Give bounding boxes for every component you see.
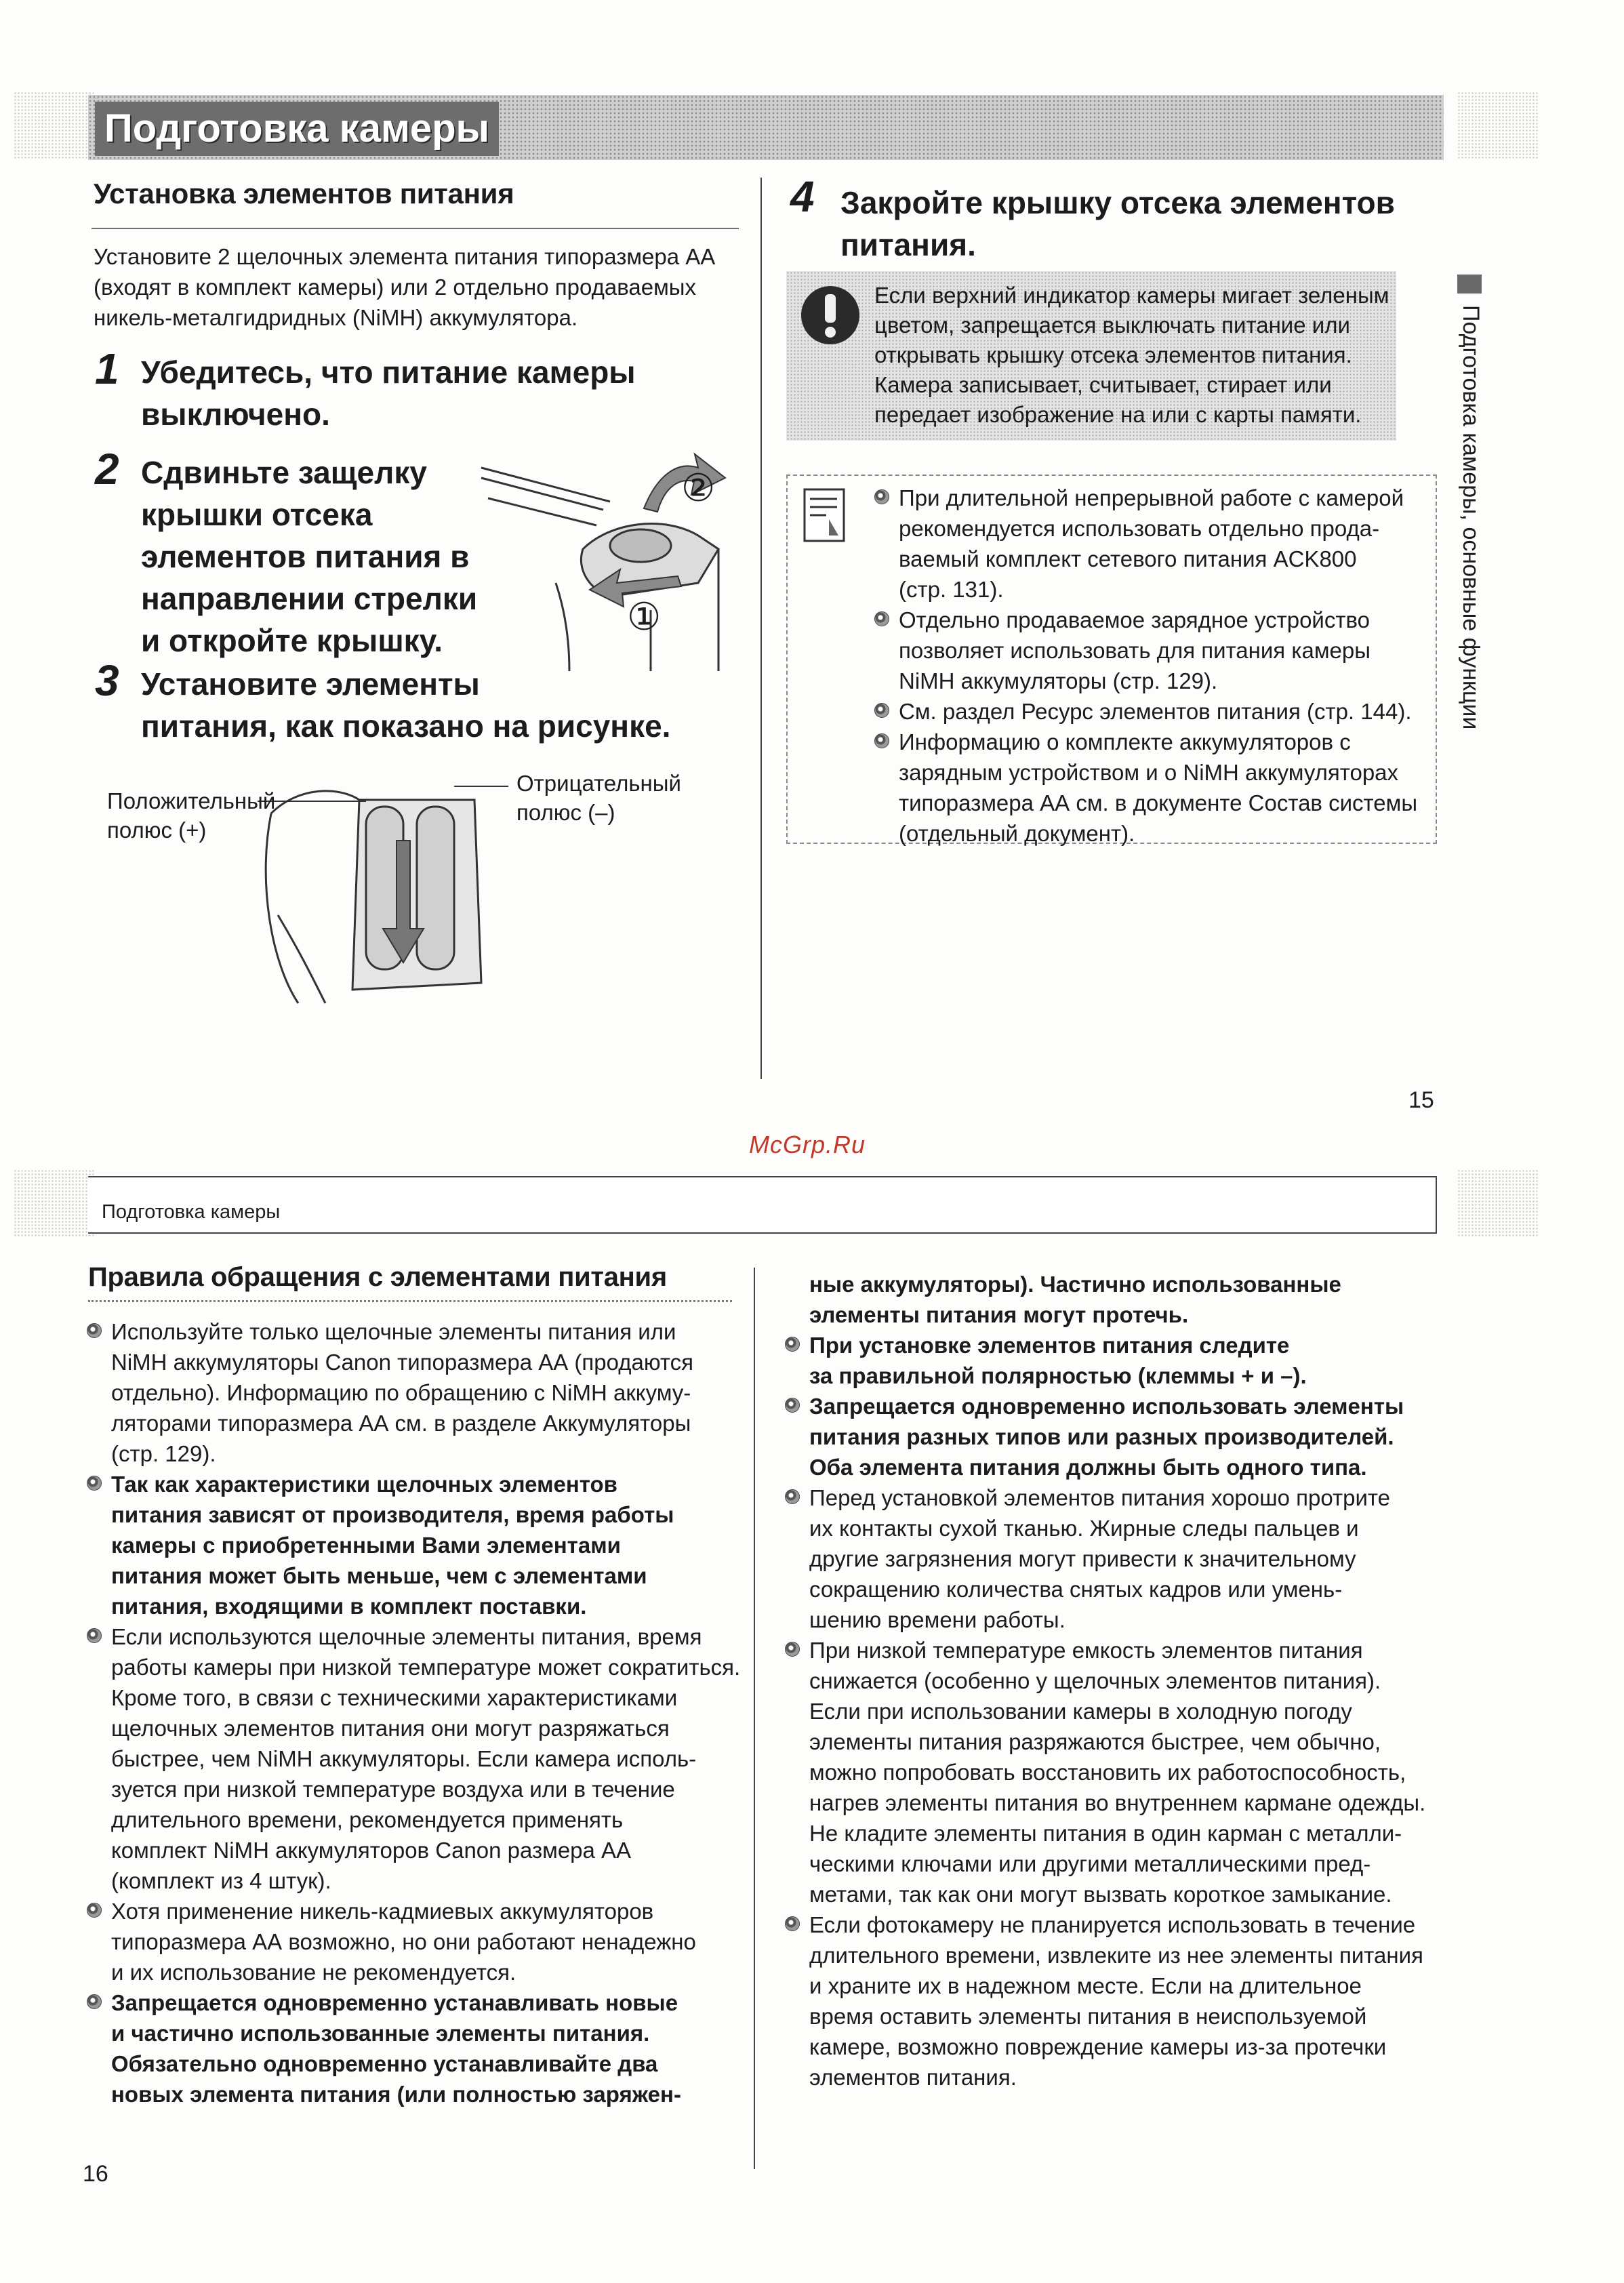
warning-line: открывать крышку отсека элементов питания. [874, 342, 1352, 367]
note-line: типоразмера АА см. в документе Состав системы [899, 790, 1418, 815]
step-line: Сдвиньте защелку [141, 455, 427, 490]
continuation-text [785, 1269, 1436, 1330]
rule-line: Обязательно одновременно устанавливайте два [111, 2051, 658, 2076]
side-tab-text: Подготовка камеры, основные функции [1458, 305, 1484, 730]
rule-line: Не кладите элементы питания в один карман с металли- [809, 1821, 1402, 1846]
rule-line: длительного времени, рекомендуется применять [111, 1807, 624, 1832]
bullet-icon [87, 1323, 102, 1338]
handling-rule-item [785, 1391, 1436, 1482]
rule-line: отдельно). Информацию по обращению с NiMH аккуму- [111, 1380, 691, 1405]
page1-section-title: Установка элементов питания [94, 178, 514, 209]
page1-section-rule [92, 228, 739, 229]
rule-line: камере, возможно повреждение камеры из-за протечки [809, 2034, 1387, 2059]
rule-line: Запрещается одновременно устанавливать новые [111, 1990, 678, 2015]
bullet-icon [87, 1628, 102, 1643]
rule-line: время оставить элементы питания в неиспользуемой [809, 2004, 1367, 2029]
rule-line: элементов питания. [809, 2065, 1017, 2090]
warning-line: Если верхний индикатор камеры мигает зеленым [874, 283, 1389, 308]
step-4-number: 4 [790, 172, 815, 221]
step-line: выключено. [141, 397, 330, 432]
note-item [874, 605, 1430, 696]
rule-line: сокращению количества снятых кадров или умень- [809, 1577, 1343, 1602]
step-line: Закройте крышку отсека элементов [840, 185, 1395, 220]
rule-line: комплект NiMH аккумуляторов Canon размера АА [111, 1838, 632, 1863]
rule-line: щелочных элементов питания они могут разряжаться [111, 1716, 670, 1741]
rule-line: камеры с приобретенными Вами элементами [111, 1533, 621, 1558]
rule-line: питания зависят от производителя, время работы [111, 1502, 674, 1527]
rule-line: питания разных типов или разных производителей. [809, 1424, 1394, 1449]
note-line: позволяет использовать для питания камеры [899, 638, 1371, 663]
page1-column-divider [760, 178, 762, 1079]
handling-rule-item [87, 1896, 744, 1987]
rule-line: Хотя применение никель-кадмиевых аккумуляторов [111, 1899, 654, 1924]
note-line: (отдельный документ). [899, 821, 1135, 846]
side-tab-marker [1457, 275, 1482, 294]
rule-line: Перед установкой элементов питания хорошо протрите [809, 1485, 1390, 1510]
page1-corner-texture-left [14, 92, 95, 159]
rule-line: и их использование не рекомендуется. [111, 1960, 516, 1985]
page2-number: 16 [83, 2161, 108, 2187]
bullet-icon [874, 489, 889, 504]
bullet-icon [874, 703, 889, 718]
warning-line: цветом, запрещается выключать питание или [874, 312, 1350, 338]
handling-rule-item [87, 1316, 744, 1469]
rule-line: Если при использовании камеры в холодную погоду [809, 1699, 1352, 1724]
note-line: зарядным устройством и о NiMH аккумуляторах [899, 760, 1399, 785]
bullet-icon [874, 733, 889, 748]
rule-line: новых элемента питания (или полностью заряжен- [111, 2082, 681, 2107]
label-line: полюс (+) [107, 817, 207, 843]
step-3-text [141, 663, 670, 747]
rule-line: ляторами типоразмера АА см. в разделе Аккумуляторы [111, 1411, 691, 1436]
rule-line: зуется при низкой температуре воздуха или в течение [111, 1777, 675, 1802]
rule-line: их контакты сухой тканью. Жирные следы пальцев и [809, 1516, 1359, 1541]
page2-right-column [785, 1269, 1436, 2093]
step-line: и откройте крышку. [141, 623, 443, 658]
step-4-text [840, 182, 1395, 266]
step-1-text [141, 351, 636, 435]
label-line: Положительный [107, 788, 276, 813]
rule-line: питания может быть меньше, чем с элементами [111, 1563, 647, 1588]
negative-pole-label [516, 769, 681, 827]
rule-line: за правильной полярностью (клеммы + и –). [809, 1363, 1307, 1388]
memo-icon [803, 488, 845, 542]
rule-line: NiMH аккумуляторы Canon типоразмера АА (продаются [111, 1350, 694, 1375]
rule-line: ческими ключами или другими металлическими пред- [809, 1851, 1371, 1876]
page1-header-title: Подготовка камеры [95, 102, 499, 156]
rule-line: быстрее, чем NiMH аккумуляторы. Если камера исполь- [111, 1746, 697, 1771]
rule-line: работы камеры при низкой температуре может сократиться. [111, 1655, 741, 1680]
warning-text [874, 281, 1389, 430]
rule-line: Так как характеристики щелочных элементов [111, 1472, 617, 1497]
handling-rule-item [87, 1987, 744, 2109]
positive-pole-label [107, 786, 275, 845]
bullet-icon [785, 1489, 800, 1504]
rule-line: элементы питания могут протечь. [809, 1302, 1189, 1327]
bullet-icon [87, 1476, 102, 1491]
note-line: Отдельно продаваемое зарядное устройство [899, 607, 1370, 632]
label-line: полюс (–) [516, 800, 615, 825]
step-line: Убедитесь, что питание камеры [141, 355, 636, 390]
page1-intro [94, 241, 744, 333]
intro-line: (входят в комплект камеры) или 2 отдельно продаваемых [94, 275, 696, 300]
page2-left-column [87, 1316, 744, 2109]
rule-line: Если фотокамеру не планируется использовать в течение [809, 1912, 1416, 1937]
intro-line: Установите 2 щелочных элемента питания типоразмера АА [94, 244, 716, 269]
page2-column-divider [754, 1268, 755, 2169]
caution-icon [800, 285, 861, 346]
rule-line: Если используются щелочные элементы питания, время [111, 1624, 702, 1649]
rule-line: Оба элемента питания должны быть одного типа. [809, 1455, 1367, 1480]
bullet-icon [785, 1337, 800, 1352]
rule-line: шению времени работы. [809, 1607, 1065, 1632]
bullet-icon [785, 1642, 800, 1657]
step-line: направлении стрелки [141, 581, 478, 616]
note-line: (стр. 131). [899, 577, 1004, 602]
rule-line: (комплект из 4 штук). [111, 1868, 331, 1893]
page2-corner-texture-left [14, 1169, 95, 1237]
step-2-marker-2: ② [681, 466, 716, 509]
rule-line: питания, входящими в комплект поставки. [111, 1594, 587, 1619]
step-line: питания. [840, 227, 976, 262]
rule-line: При установке элементов питания следите [809, 1333, 1290, 1358]
note-line: ваемый комплект сетевого питания ACK800 [899, 546, 1357, 571]
note-line: рекомендуется использовать отдельно прода- [899, 516, 1380, 541]
rule-line: (стр. 129). [111, 1441, 216, 1466]
rule-line: и храните их в надежном месте. Если на длительное [809, 1973, 1362, 1998]
rule-line: Запрещается одновременно использовать элементы [809, 1394, 1404, 1419]
page2-corner-texture-right [1457, 1169, 1539, 1237]
page2-header-text: Подготовка камеры [102, 1201, 281, 1223]
rule-line: типоразмера АА возможно, но они работают ненадежно [111, 1929, 696, 1954]
step-3-number: 3 [95, 656, 119, 705]
rule-line: Кроме того, в связи с техническими характеристиками [111, 1685, 678, 1710]
page2-section-title: Правила обращения с элементами питания [88, 1262, 667, 1292]
watermark: McGrp.Ru [749, 1131, 866, 1158]
rule-line: другие загрязнения могут привести к значительному [809, 1546, 1356, 1571]
rule-line: снижается (особенно у щелочных элементов питания). [809, 1668, 1381, 1693]
page2-section-rule [88, 1300, 732, 1302]
note-item [874, 483, 1430, 605]
handling-rule-item [785, 1635, 1436, 1910]
bullet-icon [874, 611, 889, 626]
handling-rule-item [87, 1469, 744, 1621]
step-2-marker-1: ① [627, 595, 662, 638]
handling-rule-item [785, 1482, 1436, 1635]
rule-line: можно попробовать восстановить их работоспособность, [809, 1760, 1406, 1785]
battery-insertion-illustration [258, 759, 515, 1017]
step-line: крышки отсека [141, 497, 373, 532]
rule-line: нагрев элементы питания во внутреннем кармане одежды. [809, 1790, 1426, 1815]
step-1-number: 1 [95, 344, 119, 393]
rule-line: длительного времени, извлеките из нее элементы питания [809, 1943, 1423, 1968]
page1-corner-texture-right [1457, 92, 1539, 159]
warning-line: Камера записывает, считывает, стирает или [874, 372, 1332, 397]
handling-rule-item [87, 1621, 744, 1896]
note-list [874, 483, 1430, 849]
page1-number: 15 [1408, 1087, 1434, 1113]
label-line: Отрицательный [516, 771, 681, 796]
step-line: Установите элементы [141, 666, 480, 702]
bullet-icon [87, 1903, 102, 1918]
rule-line: ные аккумуляторы). Частично использованные [809, 1272, 1341, 1297]
handling-rule-item [785, 1910, 1436, 2093]
step-2-text [141, 451, 477, 662]
step-line: питания, как показано на рисунке. [141, 708, 671, 744]
rule-line: Используйте только щелочные элементы питания или [111, 1319, 676, 1344]
step-2-number: 2 [95, 445, 119, 493]
note-line: Информацию о комплекте аккумуляторов с [899, 729, 1351, 754]
step-line: элементов питания в [141, 539, 470, 574]
bullet-icon [785, 1398, 800, 1413]
note-item [874, 727, 1430, 849]
handling-rule-item [785, 1330, 1436, 1391]
rule-line: метами, так как они могут вызвать короткое замыкание. [809, 1882, 1392, 1907]
note-line: NiMH аккумуляторы (стр. 129). [899, 668, 1218, 693]
rule-line: и частично использованные элементы питания. [111, 2021, 650, 2046]
bullet-icon [87, 1994, 102, 2009]
rule-line: При низкой температуре емкость элементов питания [809, 1638, 1363, 1663]
note-line: См. раздел Ресурс элементов питания (стр. 144). [899, 699, 1412, 724]
bullet-icon [785, 1916, 800, 1931]
note-item [874, 696, 1430, 727]
rule-line: элементы питания разряжаются быстрее, чем обычно, [809, 1729, 1381, 1754]
warning-line: передает изображение на или с карты памяти. [874, 402, 1362, 427]
note-line: При длительной непрерывной работе с камерой [899, 485, 1404, 510]
intro-line: никель-металгидридных (NiMH) аккумулятора. [94, 305, 578, 330]
page2-header-bar [88, 1176, 1437, 1234]
